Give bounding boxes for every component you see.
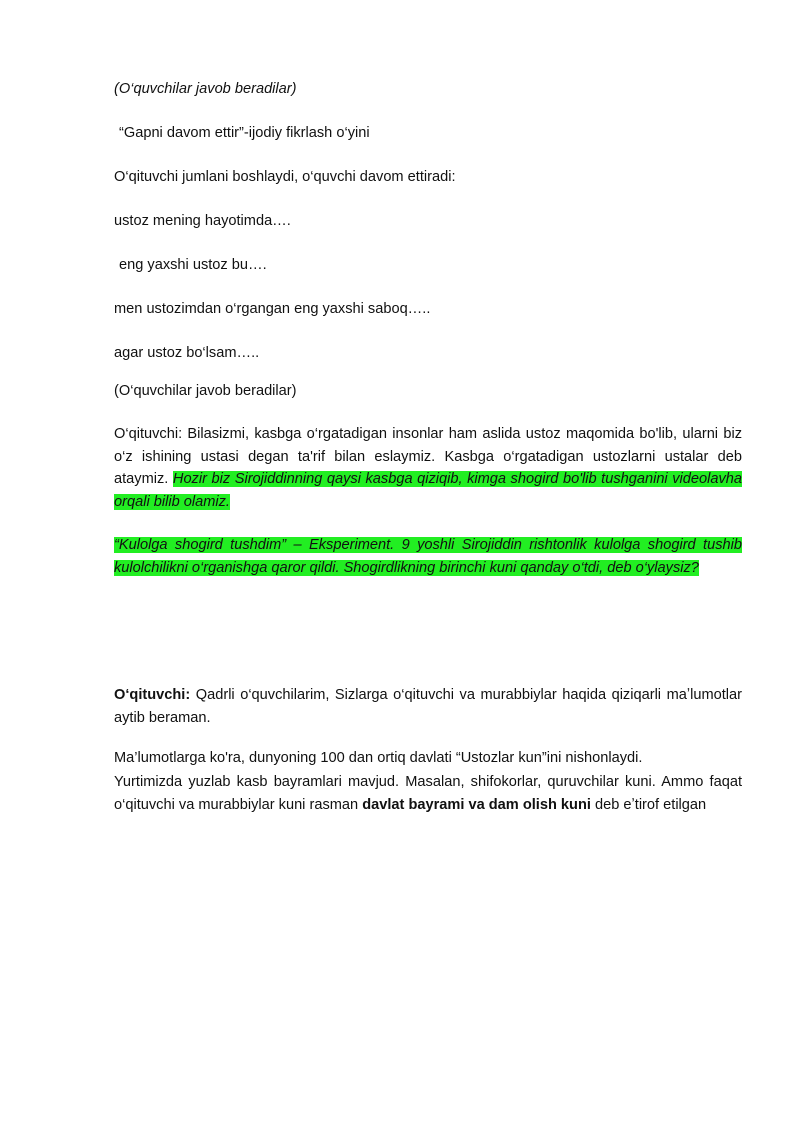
teacher-paragraph-2: [114, 684, 742, 729]
experiment-paragraph: [114, 534, 742, 579]
teacher-paragraph-2-text: Qadrli o‘quvchilarim, Sizlarga o‘qituvchi va murabbiylar haqida qiziqarli maʼlumotlar aytib beraman.: [114, 687, 742, 726]
holiday-paragraph-bold: davlat bayrami va dam olish kuni: [362, 796, 591, 813]
teacher-paragraph-1-text: O‘qituvchi: Bilasizmi, kasbga o‘rgatadigan insonlar ham aslida ustoz maqomida bo'lib, ularni biz o‘z ishining ustasi degan ta'rif bilan eslaymiz. Kasbga o‘rgatadigan ustozlarni ustalar deb ataymiz.: [114, 426, 742, 487]
teacher-label: O‘qituvchi:: [114, 687, 191, 703]
students-answer-note-1: (O‘quvchilar javob beradilar): [114, 81, 297, 97]
prompt-line-3: men ustozimdan o‘rgangan eng yaxshi saboq…..: [114, 301, 431, 317]
prompt-line-4: agar ustoz bo‘lsam…..: [114, 345, 260, 361]
highlighted-video-note: Hozir biz Sirojiddinning qaysi kasbga qiziqib, kimga shogird bo'lib tushganini videolavha orqali bilib olamiz.: [114, 471, 743, 510]
teacher-instruction: O‘qituvchi jumlani boshlaydi, o‘quvchi davom ettiradi:: [114, 169, 456, 185]
teacher-paragraph-1: [114, 423, 742, 513]
prompt-line-1: ustoz mening hayotimda….: [114, 213, 291, 229]
holiday-paragraph-start: Yurtimizda yuzlab kasb bayramlari mavjud. Masalan, shifokorlar, quruvchilar kuni. Ammo faqat o‘qituvchi va murabbiylar kuni rasman: [114, 774, 742, 813]
highlighted-experiment-text: “Kulolga shogird tushdim” – Eksperiment. 9 yoshli Sirojiddin rishtonlik kulolga shogird tushib kulolchilikni o‘rganishga qaror qildi. Shogirdlikning birinchi kuni qanday o‘tdi, deb o‘ylaysiz?: [114, 537, 742, 576]
holiday-paragraph: [114, 771, 742, 816]
students-answer-note-2: (O‘quvchilar javob beradilar): [114, 383, 297, 399]
holiday-paragraph-end: deb eʼtirof etilgan: [595, 796, 707, 813]
game-title: “Gapni davom ettir”-ijodiy fikrlash o‘yini: [119, 125, 370, 141]
prompt-line-2: eng yaxshi ustoz bu….: [119, 257, 267, 273]
info-line: Ma’lumotlarga ko'ra, dunyoning 100 dan ortiq davlati “Ustozlar kun”ini nishonlaydi.: [114, 750, 643, 766]
